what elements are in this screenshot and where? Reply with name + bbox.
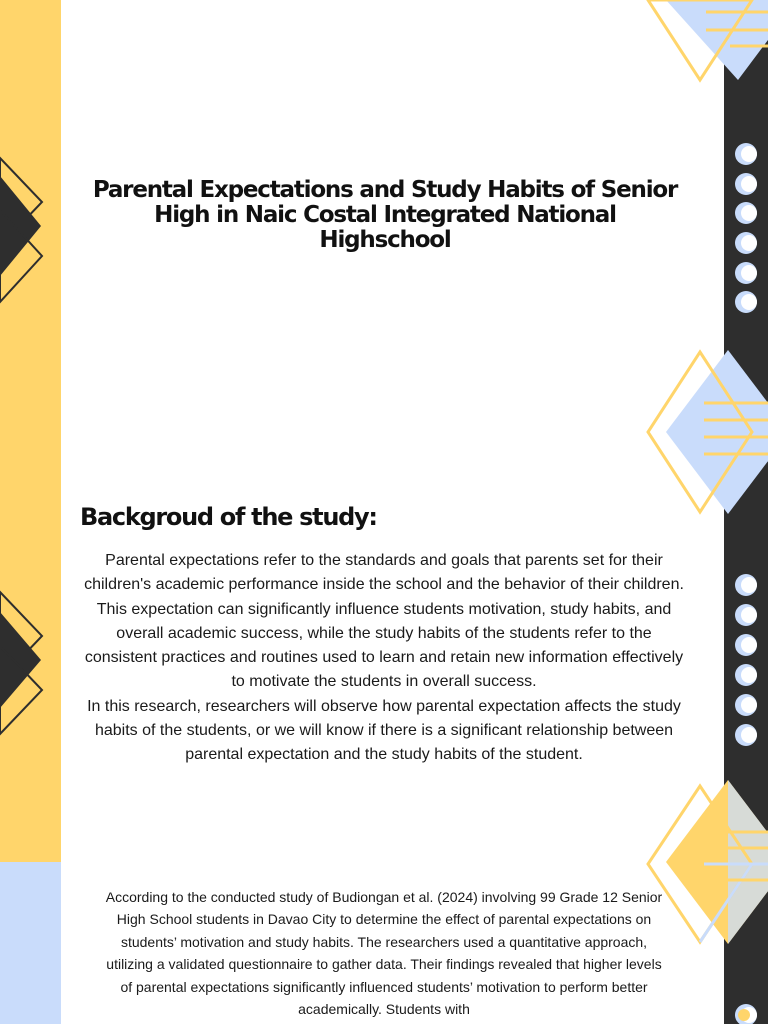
left-diamond-group-upper — [0, 158, 42, 302]
binder-ring-icon — [735, 724, 757, 746]
binder-ring-icon — [735, 604, 757, 626]
binder-ring-icon — [735, 202, 757, 224]
binder-ring-icon — [735, 634, 757, 656]
binder-ring-icon — [735, 173, 757, 195]
top-right-diamond-group — [648, 0, 768, 80]
binder-ring-icon — [735, 291, 757, 313]
paragraph-3: According to the conducted study of Budiongan et al. (2024) involving 99 Grade 12 Senior High School students in Davao City to determine the effect of parental expectations on students’ motivation and study habits. The researchers used a quantitative approach, utilizing a validated questionnaire to gather data. Their findings revealed that higher levels of parental expectations significantly influenced students’ motivation to perform better academically. Students with — [105, 889, 663, 1018]
binder-ring-icon — [735, 232, 757, 254]
binder-ring-icon — [735, 574, 757, 596]
paragraph-1: Parental expectations refer to the standards and goals that parents set for their children's academic performance inside the school and the behavior of their children. This expectation can significantly influence students motivation, study habits, and overall academic success, while the study habits of the students refer to the consistent practices and routines used to learn and retain new information effectively to motivate the students in overall success. — [84, 552, 684, 691]
binder-ring-icon — [735, 1004, 757, 1024]
left-diamond-group-lower — [0, 592, 42, 734]
document-title: Parental Expectations and Study Habits of Senior High in Naic Costal Integrated National Highschool — [92, 177, 678, 253]
binder-ring-icon — [735, 694, 757, 716]
background-text — [84, 549, 684, 768]
section-heading: Backgroud of the study: — [80, 503, 377, 531]
binder-ring-icon — [735, 143, 757, 165]
mid-right-diamond-group — [648, 350, 768, 514]
paragraph-2: In this research, researchers will observe how parental expectation affects the study habits of the students, or we will know if there is a significant relationship between parental expectation and the study habits of the student. — [87, 697, 681, 764]
binder-ring-icon — [735, 262, 757, 284]
binder-ring-icon — [735, 664, 757, 686]
bottom-right-diamond-group — [648, 780, 768, 944]
